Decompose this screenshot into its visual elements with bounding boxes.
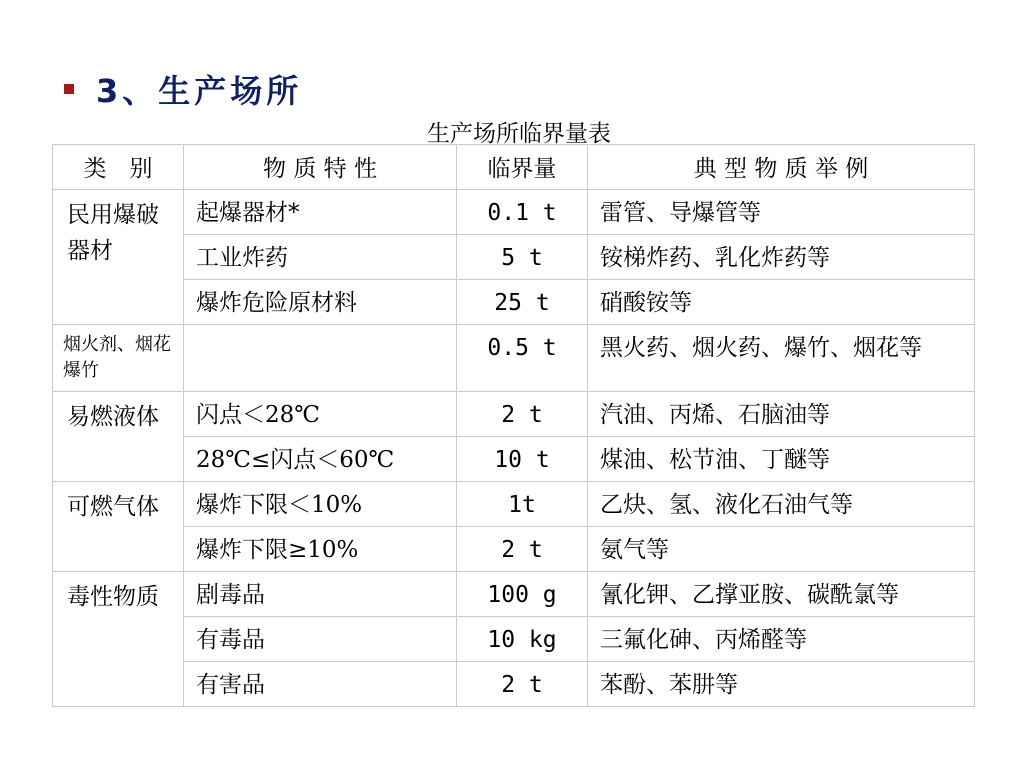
examples-cell: 乙炔、氢、液化石油气等	[588, 482, 975, 527]
col-header-property: 物 质 特 性	[184, 145, 457, 190]
category-cell: 烟火剂、烟花爆竹	[53, 325, 184, 392]
table-row	[53, 662, 975, 707]
examples-cell: 氰化钾、乙撑亚胺、碳酰氯等	[588, 572, 975, 617]
property-cell: 闪点＜28℃	[184, 392, 457, 437]
table-row	[53, 392, 975, 437]
table-row	[53, 325, 975, 392]
table-title: 生产场所临界量表	[427, 121, 611, 147]
table-row	[53, 527, 975, 572]
critical-quantity-table	[52, 144, 975, 707]
quantity-cell: 25 t	[457, 280, 588, 325]
property-cell: 起爆器材*	[184, 190, 457, 235]
quantity-cell: 10 kg	[457, 617, 588, 662]
quantity-cell: 100 g	[457, 572, 588, 617]
examples-cell: 铵梯炸药、乳化炸药等	[588, 235, 975, 280]
col-header-examples: 典 型 物 质 举 例	[588, 145, 975, 190]
table-row	[53, 280, 975, 325]
table-row	[53, 437, 975, 482]
table-row	[53, 235, 975, 280]
quantity-cell: 2 t	[457, 392, 588, 437]
property-cell: 28℃≤闪点＜60℃	[184, 437, 457, 482]
heading-text: 3、生产场所	[96, 72, 303, 110]
property-cell: 爆炸危险原材料	[184, 280, 457, 325]
category-cell: 可燃气体	[53, 482, 184, 572]
property-cell: 有毒品	[184, 617, 457, 662]
examples-cell: 汽油、丙烯、石脑油等	[588, 392, 975, 437]
table-row	[53, 482, 975, 527]
quantity-cell: 0.1 t	[457, 190, 588, 235]
property-cell: 剧毒品	[184, 572, 457, 617]
examples-cell: 苯酚、苯肼等	[588, 662, 975, 707]
category-cell: 民用爆破器材	[53, 190, 184, 325]
quantity-cell: 0.5 t	[457, 325, 588, 392]
property-cell	[184, 325, 457, 392]
col-header-category: 类 别	[53, 145, 184, 190]
category-cell: 易燃液体	[53, 392, 184, 482]
quantity-cell: 2 t	[457, 662, 588, 707]
table-row	[53, 190, 975, 235]
property-cell: 爆炸下限＜10%	[184, 482, 457, 527]
slide-heading	[64, 66, 302, 112]
examples-cell: 黑火药、烟火药、爆竹、烟花等	[588, 325, 975, 392]
square-bullet-icon	[64, 84, 74, 94]
table-row	[53, 572, 975, 617]
examples-cell: 雷管、导爆管等	[588, 190, 975, 235]
col-header-quantity: 临界量	[457, 145, 588, 190]
examples-cell: 煤油、松节油、丁醚等	[588, 437, 975, 482]
examples-cell: 氨气等	[588, 527, 975, 572]
quantity-cell: 10 t	[457, 437, 588, 482]
property-cell: 爆炸下限≥10%	[184, 527, 457, 572]
examples-cell: 三氟化砷、丙烯醛等	[588, 617, 975, 662]
examples-cell: 硝酸铵等	[588, 280, 975, 325]
property-cell: 有害品	[184, 662, 457, 707]
quantity-cell: 5 t	[457, 235, 588, 280]
property-cell: 工业炸药	[184, 235, 457, 280]
table-row	[53, 617, 975, 662]
category-cell: 毒性物质	[53, 572, 184, 707]
quantity-cell: 1t	[457, 482, 588, 527]
table-header-row	[53, 145, 975, 190]
quantity-cell: 2 t	[457, 527, 588, 572]
